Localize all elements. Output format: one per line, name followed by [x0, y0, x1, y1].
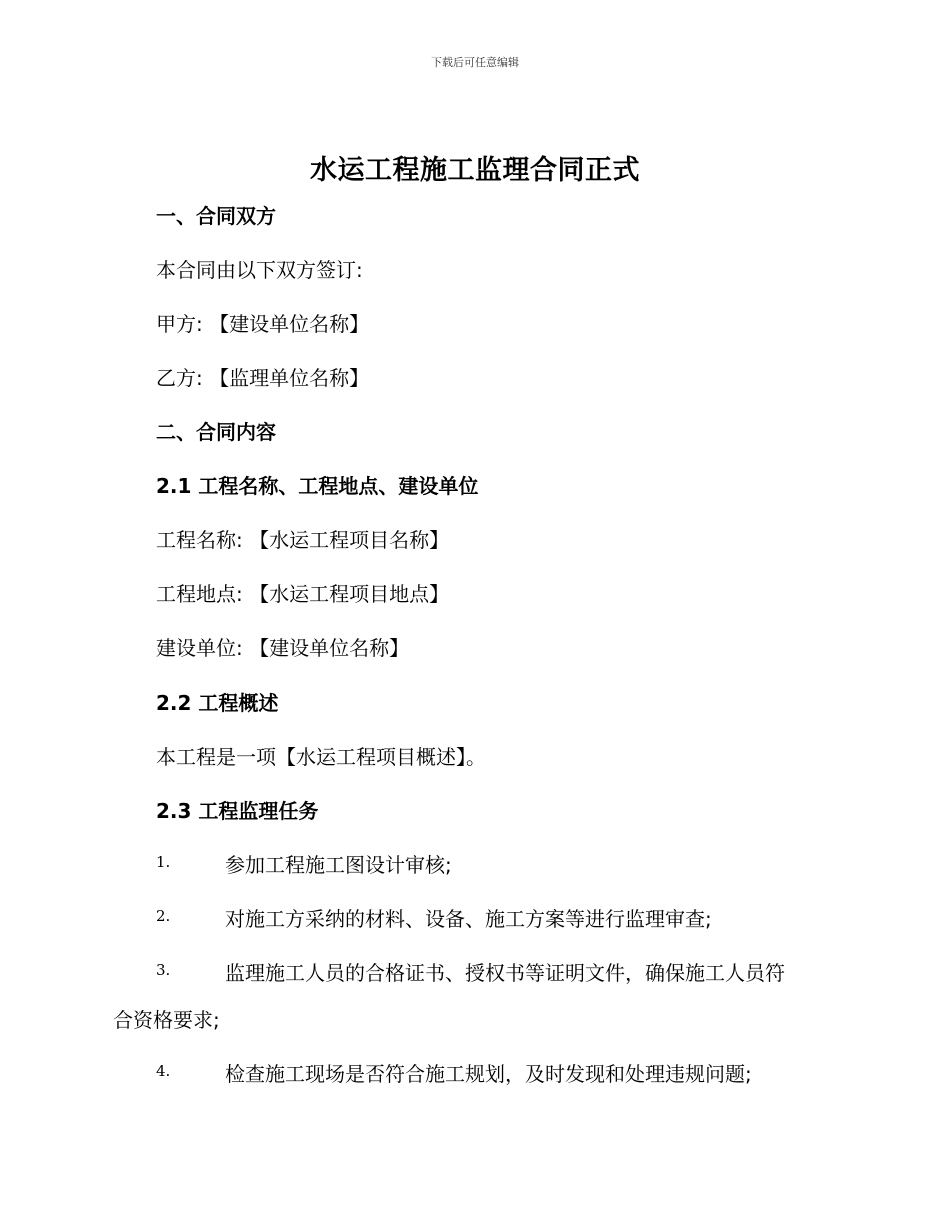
list-item-text: 检查施工现场是否符合施工规划，及时发现和处理违规问题; [225, 1062, 752, 1086]
list-item-text: 对施工方采纳的材料、设备、施工方案等进行监理审查; [225, 907, 712, 931]
project-name: 工程名称: 【水运工程项目名称】 [156, 528, 450, 552]
header-note: 下载后可任意编辑 [431, 56, 519, 69]
section-heading-parties: 一、合同双方 [156, 204, 276, 228]
project-location: 工程地点: 【水运工程项目地点】 [156, 582, 450, 606]
list-item-text: 监理施工人员的合格证书、授权书等证明文件，确保施工人员符 [225, 961, 785, 985]
subsection-heading-2-3: 2.3 工程监理任务 [156, 799, 319, 823]
builder: 建设单位: 【建设单位名称】 [156, 636, 410, 660]
list-item-number: 2. [156, 907, 171, 925]
list-item-number: 4. [156, 1062, 171, 1080]
list-item-text-continuation: 合资格要求; [113, 1008, 220, 1032]
parties-intro: 本合同由以下双方签订: [156, 258, 363, 282]
section-heading-content: 二、合同内容 [156, 420, 276, 444]
list-item-text: 参加工程施工图设计审核; [225, 853, 452, 877]
document-title: 水运工程施工监理合同正式 [310, 155, 640, 186]
project-overview: 本工程是一项【水运工程项目概述】。 [156, 745, 486, 769]
subsection-heading-2-2: 2.2 工程概述 [156, 691, 279, 715]
list-item-number: 3. [156, 961, 171, 979]
party-a: 甲方: 【建设单位名称】 [156, 312, 370, 336]
list-item-number: 1. [156, 853, 171, 871]
subsection-heading-2-1: 2.1 工程名称、工程地点、建设单位 [156, 474, 479, 498]
party-b: 乙方: 【监理单位名称】 [156, 366, 370, 390]
